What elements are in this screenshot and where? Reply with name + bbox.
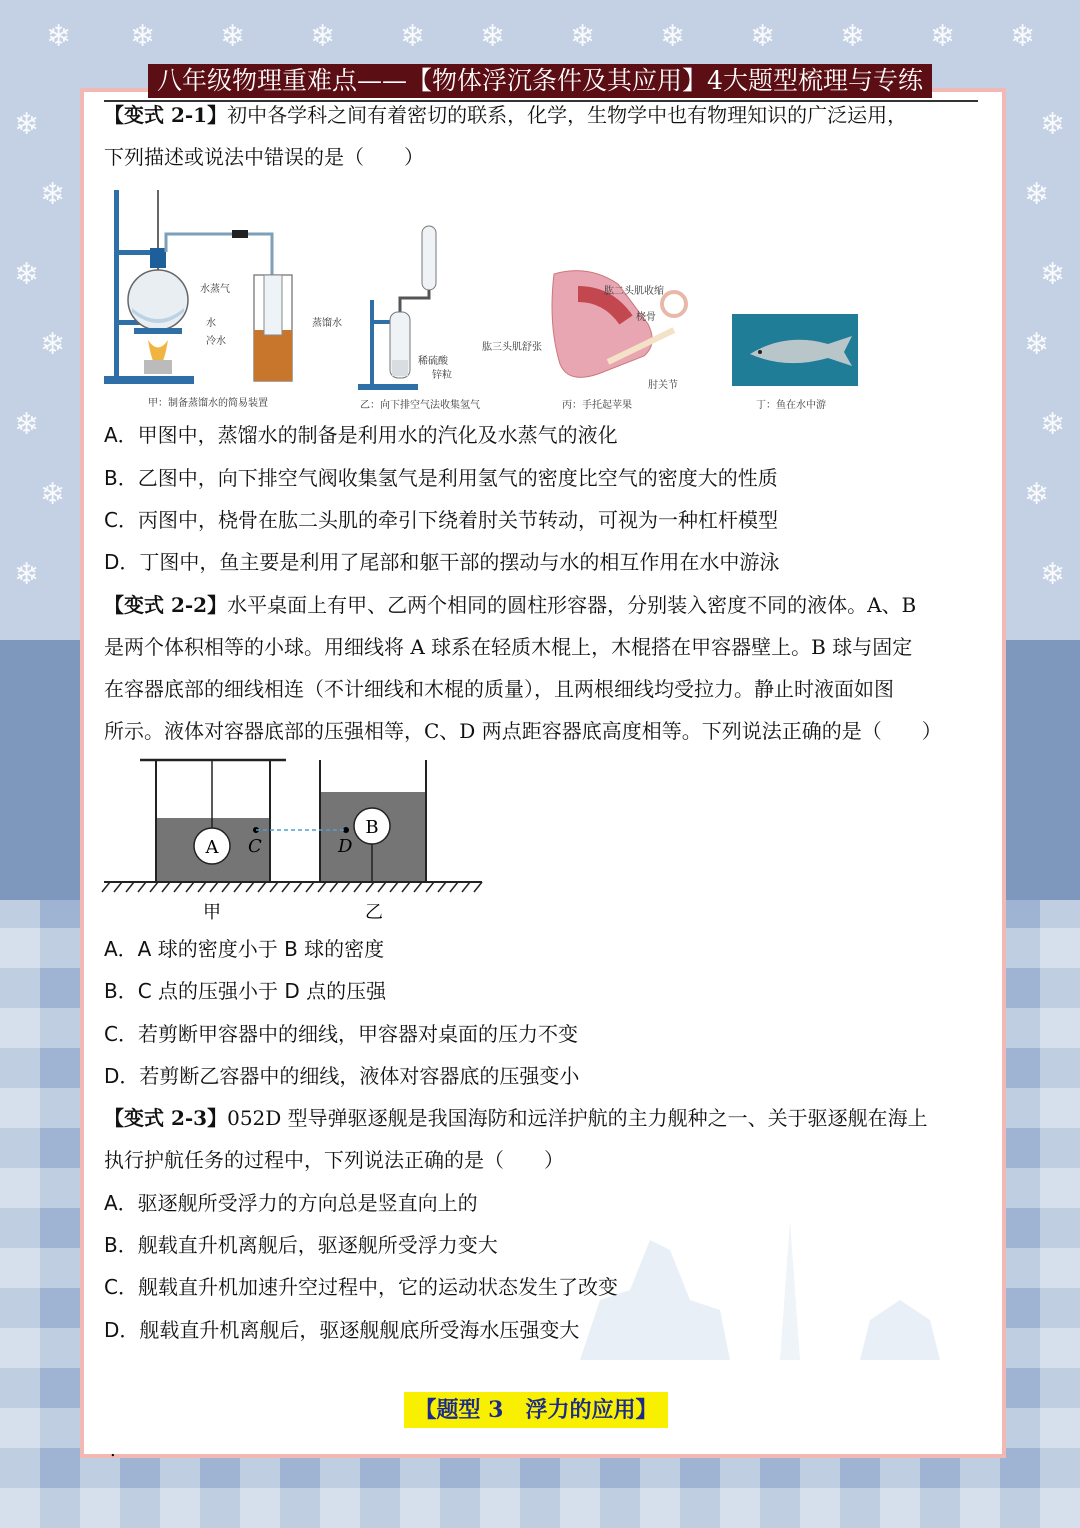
decorative-winter-scene [560, 1180, 980, 1380]
snowflake-icon: ❄ [660, 19, 686, 54]
point-c-label: C [248, 836, 262, 857]
bing-label-elbow: 肘关节 [648, 380, 678, 391]
q2-stem-line2: 是两个体积相等的小球。用细线将 A 球系在轻质木棍上，木棍搭在甲容器壁上。B 球与固定 [104, 635, 913, 659]
figure-ding-caption: 丁：鱼在水中游 [756, 400, 826, 411]
q3-tag: 【变式 2-3】 [104, 1106, 228, 1130]
snowflake-icon: ❄ [40, 327, 66, 362]
q2-tag: 【变式 2-2】 [104, 593, 228, 617]
snowflake-icon: ❄ [1024, 327, 1050, 362]
snowflake-icon: ❄ [1024, 177, 1050, 212]
snowflake-icon: ❄ [1040, 407, 1066, 442]
ball-a-label: A [205, 837, 219, 858]
snowflake-icon: ❄ [130, 19, 156, 54]
jia-label-cold-water: 冷水 [206, 336, 226, 347]
section-title: 【题型 3 浮力的应用】 [404, 1392, 668, 1428]
q1-option-b[interactable]: B．乙图中，向下排空气阀收集氢气是利用氢气的密度比空气的密度大的性质 [104, 466, 778, 490]
q2-stem-line3: 在容器底部的细线相连（不计细线和木棍的质量），且两根细线均受拉力。静止时液面如图 [104, 677, 894, 701]
yi-label-zinc: 锌粒 [432, 370, 452, 381]
watermark [800, 1478, 1062, 1508]
container-jia-label: 甲 [203, 902, 221, 923]
figure-yi-hydrogen [352, 220, 472, 392]
snowflake-icon: ❄ [570, 19, 596, 54]
q2-stem-line4: 所示。液体对容器底部的压强相等，C、D 两点距容器底高度相等。下列说法正确的是（ ） [104, 719, 942, 743]
snowflake-icon: ❄ [46, 19, 72, 54]
snowflake-icon: ❄ [1040, 557, 1066, 592]
snowflake-icon: ❄ [1040, 107, 1066, 142]
snowflake-icon: ❄ [840, 19, 866, 54]
bing-label-radius: 桡骨 [636, 312, 656, 323]
q2-option-c[interactable]: C．若剪断甲容器中的细线，甲容器对桌面的压力不变 [104, 1022, 578, 1046]
snowflake-icon: ❄ [14, 407, 40, 442]
snowflake-icon: ❄ [480, 19, 506, 54]
footer-dot: . [110, 1440, 116, 1461]
q1-tag: 【变式 2-1】 [104, 103, 228, 127]
figure-bing-caption: 丙：手托起苹果 [562, 400, 632, 411]
figure-containers [100, 756, 490, 926]
figure-ding-fish [732, 314, 858, 386]
snowflake-icon: ❄ [1010, 19, 1036, 54]
jia-label-water: 水 [206, 318, 216, 329]
ball-b-label: B [365, 817, 379, 838]
snowflake-icon: ❄ [310, 19, 336, 54]
q3-stem-line1: 【变式 2-3】052D 型导弹驱逐舰是我国海防和远洋护航的主力舰种之一、关于驱逐舰在海上 [104, 1106, 928, 1130]
q1-option-c[interactable]: C．丙图中，桡骨在肱二头肌的牵引下绕着肘关节转动，可视为一种杠杆模型 [104, 508, 778, 532]
snowflake-icon: ❄ [14, 107, 40, 142]
snowflake-icon: ❄ [750, 19, 776, 54]
container-yi-label: 乙 [365, 902, 383, 923]
snowflake-icon: ❄ [1040, 257, 1066, 292]
yi-label-acid: 稀硫酸 [418, 356, 448, 367]
q3-option-c[interactable]: C．舰载直升机加速升空过程中，它的运动状态发生了改变 [104, 1275, 618, 1299]
point-d-label: D [338, 836, 353, 857]
snowflake-icon: ❄ [40, 177, 66, 212]
snowflake-icon: ❄ [400, 19, 426, 54]
q1-stem-line1: 【变式 2-1】初中各学科之间有着密切的联系，化学，生物学中也有物理知识的广泛运用， [104, 103, 908, 127]
figure-jia-caption: 甲：制备蒸馏水的简易装置 [148, 398, 268, 409]
q2-option-a[interactable]: A．A 球的密度小于 B 球的密度 [104, 937, 385, 961]
snowflake-icon: ❄ [220, 19, 246, 54]
snowflake-icon: ❄ [930, 19, 956, 54]
q3-option-d[interactable]: D．舰载直升机离舰后，驱逐舰舰底所受海水压强变大 [104, 1318, 580, 1342]
q2-option-b[interactable]: B．C 点的压强小于 D 点的压强 [104, 979, 387, 1003]
snowflake-icon: ❄ [40, 477, 66, 512]
q3-option-b[interactable]: B．舰载直升机离舰后，驱逐舰所受浮力变大 [104, 1233, 498, 1257]
bing-label-triceps: 肱三头肌舒张 [482, 342, 542, 353]
q1-stem-line2: 下列描述或说法中错误的是（ ） [104, 145, 424, 169]
snowflake-icon: ❄ [14, 257, 40, 292]
q1-option-d[interactable]: D．丁图中，鱼主要是利用了尾部和躯干部的摆动与水的相互作用在水中游泳 [104, 550, 780, 574]
q2-option-d[interactable]: D．若剪断乙容器中的细线，液体对容器底的压强变小 [104, 1064, 580, 1088]
bing-label-biceps: 肱二头肌收缩 [604, 286, 664, 297]
snowflake-icon: ❄ [1024, 477, 1050, 512]
q2-stem-line1: 【变式 2-2】水平桌面上有甲、乙两个相同的圆柱形容器，分别装入密度不同的液体。A、B [104, 593, 917, 617]
page-title: 八年级物理重难点——【物体浮沉条件及其应用】4大题型梳理与专练 [148, 64, 932, 98]
q1-option-a[interactable]: A．甲图中，蒸馏水的制备是利用水的汽化及水蒸气的液化 [104, 423, 618, 447]
figure-yi-caption: 乙：向下排空气法收集氢气 [360, 400, 480, 411]
q3-stem-line2: 执行护航任务的过程中，下列说法正确的是（ ） [104, 1148, 564, 1172]
q3-option-a[interactable]: A．驱逐舰所受浮力的方向总是竖直向上的 [104, 1191, 478, 1215]
snowflake-icon: ❄ [14, 557, 40, 592]
jia-label-steam: 水蒸气 [200, 284, 230, 295]
jia-label-distilled-water: 蒸馏水 [312, 318, 342, 329]
